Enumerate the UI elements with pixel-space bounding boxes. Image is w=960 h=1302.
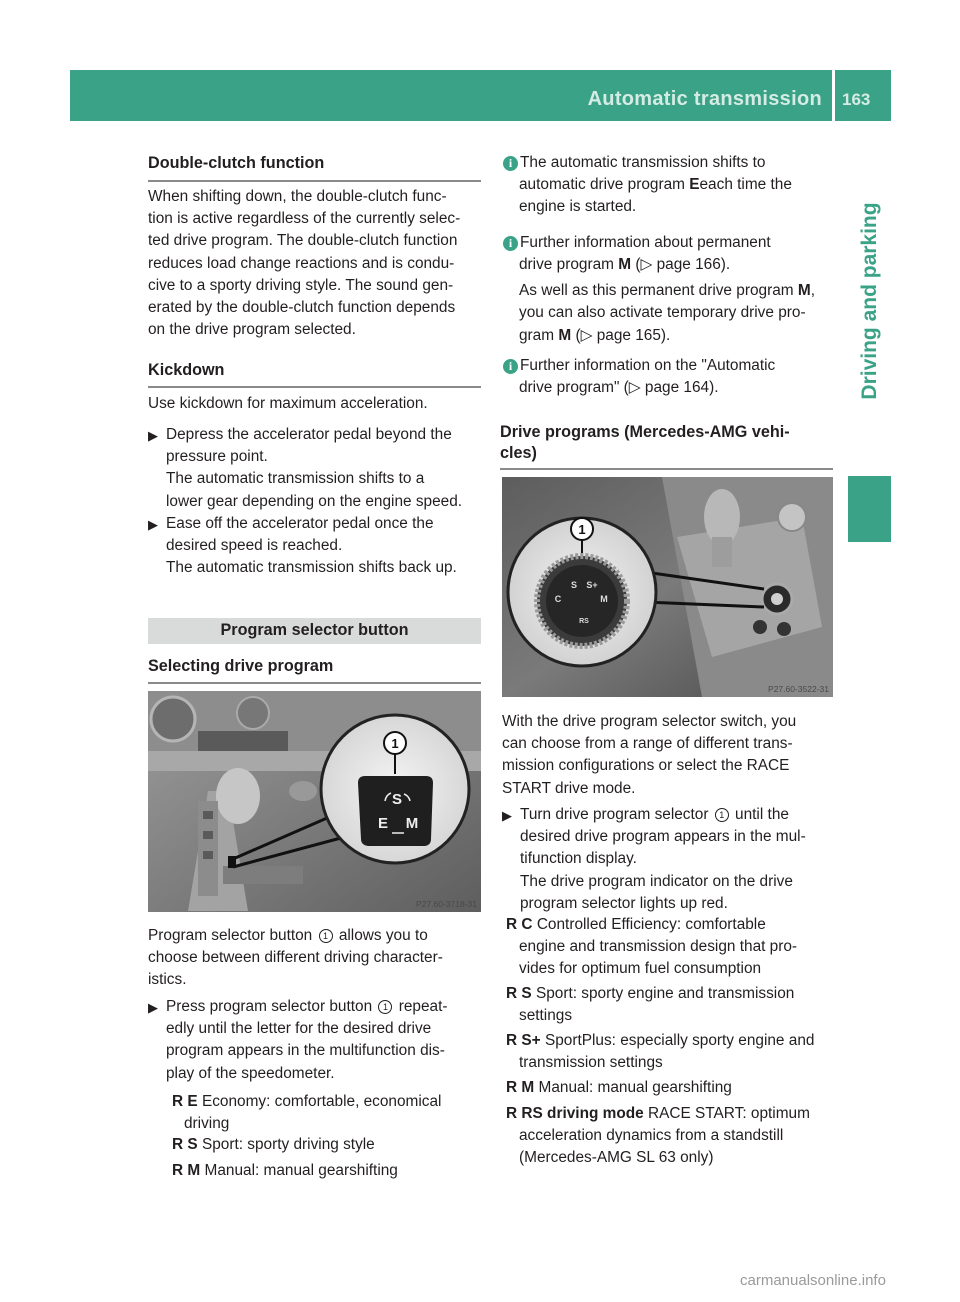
dial-letter-s: S — [570, 580, 578, 590]
drive-programs-heading: Drive programs (Mercedes-AMG vehi- cles) — [500, 423, 790, 462]
step-arrow-icon: ▶ — [148, 1000, 158, 1015]
watermark: carmanualsonline.info — [740, 1272, 886, 1289]
drive-program-photo — [502, 477, 833, 697]
side-tab-block — [848, 476, 891, 542]
double-clutch-text: When shifting down, the double-clutch func- tion is active regardless of the currently selec- ted drive program. The double-clutch function reduces load change reactions and is condu- cive to a sporty driving style. The sound gen- erated by the double-clutch function depends on the drive program selected. — [148, 188, 461, 339]
heading-rule — [148, 180, 481, 182]
mode-list-item: R S Sport: sporty driving style — [172, 1136, 375, 1153]
double-clutch-heading: Double-clutch function — [148, 154, 325, 172]
callout-number: 1 — [391, 736, 399, 751]
info-note-3-body: drive program" (▷ page 164). — [519, 379, 719, 396]
program-selector-photo — [148, 691, 481, 912]
program-selector-band: Program selector button — [148, 618, 481, 644]
drive-mode-item: R S Sport: sporty engine and transmission settings — [506, 985, 795, 1025]
info-note-2: Further information about permanent — [520, 234, 771, 251]
heading-rule — [148, 386, 481, 388]
info-note-3: Further information on the "Automatic — [520, 357, 776, 374]
button-letter-e: E — [377, 815, 389, 832]
dial-letter-s-plus: S+ — [586, 580, 598, 590]
section-title: Automatic transmission — [587, 88, 822, 110]
page-number: 163 — [842, 90, 871, 109]
selecting-drive-program-heading: Selecting drive program — [148, 657, 334, 675]
dial-letter-c: C — [554, 594, 562, 604]
info-icon: i — [503, 359, 518, 374]
turn-selector-step: Turn drive program selector 1 until the desired drive program appears in the mul- tifunction display. The drive program indicator on the drive program selector lights up red. — [520, 806, 806, 912]
step-arrow-icon: ▶ — [148, 428, 158, 443]
mode-list-item: R M Manual: manual gearshifting — [172, 1162, 398, 1179]
mode-list-item: R E Economy: comfortable, economical driving — [172, 1093, 442, 1133]
press-selector-step: Press program selector button 1 repeat- edly until the letter for the desired drive program appears in the multifunction dis- play of the speedometer. — [166, 998, 448, 1082]
info-note-1: The automatic transmission shifts to — [520, 154, 766, 171]
drive-mode-item: R M Manual: manual gearshifting — [506, 1079, 732, 1096]
drive-mode-item: R C Controlled Efficiency: comfortable engine and transmission design that pro- vides for optimum fuel consumption — [506, 916, 798, 978]
step-arrow-icon: ▶ — [148, 517, 158, 532]
kickdown-intro: Use kickdown for maximum acceleration. — [148, 395, 428, 412]
drive-program-illustration — [502, 477, 833, 697]
heading-rule — [148, 682, 481, 684]
callout-marker-1: 1 — [319, 929, 333, 943]
info-icon: i — [503, 236, 518, 251]
program-selector-caption: Program selector button 1 allows you to choose between different driving character- istics. — [148, 927, 443, 989]
side-tab — [848, 138, 891, 464]
dial-letter-m: M — [600, 594, 608, 604]
step-arrow-icon: ▶ — [502, 808, 512, 823]
button-letter-m: M — [405, 815, 419, 832]
kickdown-step-1: Depress the accelerator pedal beyond the pressure point. The automatic transmission shifts to a lower gear depending on the engine speed. — [166, 426, 463, 510]
info-icon: i — [503, 156, 518, 171]
button-letter-s: S — [391, 791, 403, 808]
side-tab-label: Driving and parking — [857, 202, 881, 400]
photo-code: P27.60-3522-31 — [768, 684, 829, 694]
callout-marker-1: 1 — [715, 808, 729, 822]
program-selector-illustration — [148, 691, 481, 912]
drive-mode-item: R RS driving mode RACE START: optimum acceleration dynamics from a standstill (Mercedes-AMG SL 63 only) — [506, 1105, 810, 1167]
drive-mode-item: R S+ SportPlus: especially sporty engine and transmission settings — [506, 1032, 815, 1072]
info-note-1-body: automatic drive program Eeach time the engine is started. — [519, 176, 792, 216]
drive-program-intro: With the drive program selector switch, you can choose from a range of different trans- mission configurations or select the RACE START drive mode. — [502, 713, 797, 797]
callout-marker-1: 1 — [378, 1000, 392, 1014]
callout-number: 1 — [578, 522, 586, 537]
header-separator — [832, 70, 835, 121]
kickdown-heading: Kickdown — [148, 361, 225, 379]
photo-code: P27.60-3718-31 — [416, 899, 477, 909]
dial-letter-rs: RS — [579, 618, 589, 625]
kickdown-step-2: Ease off the accelerator pedal once the desired speed is reached. The automatic transmission shifts back up. — [166, 515, 457, 577]
info-note-2-body: drive program M (▷ page 166). As well as this permanent drive program M, you can also activate temporary drive pro- gram M (▷ page 165). — [519, 256, 815, 344]
heading-rule — [500, 468, 833, 470]
